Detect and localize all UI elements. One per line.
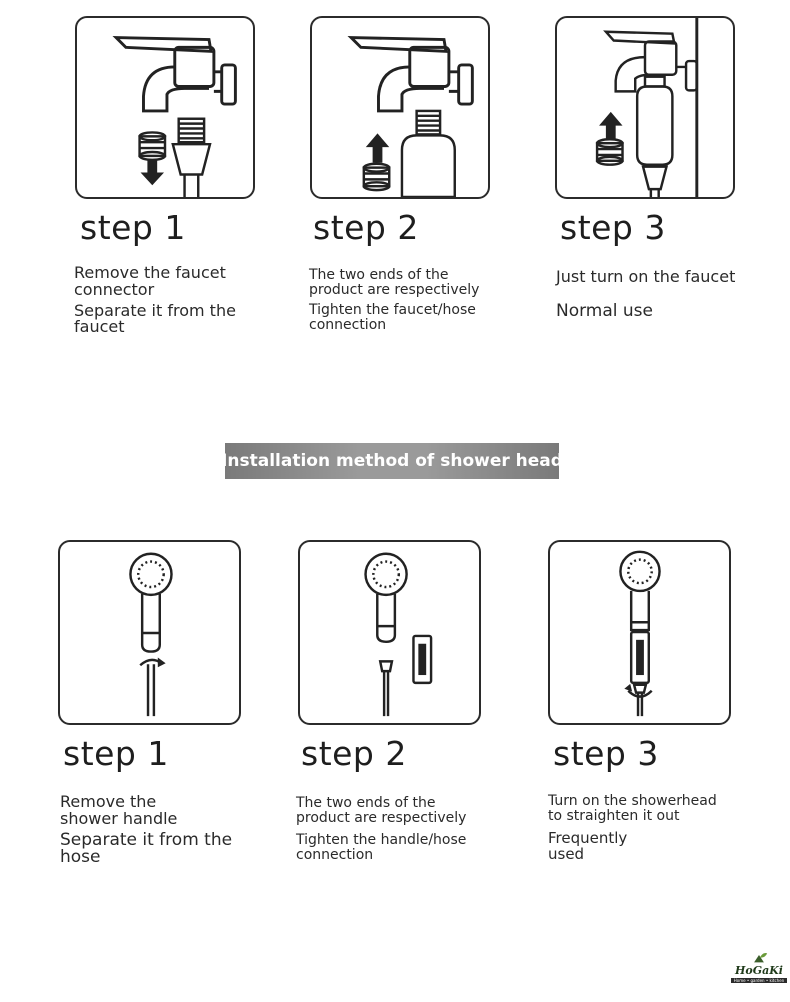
faucet-step-1-title: step 1 <box>80 208 186 247</box>
description-line: product are respectively <box>309 281 480 298</box>
description-line: product are respectively <box>296 809 467 826</box>
shower-step-3-description <box>548 794 717 863</box>
description-line: The two ends of the <box>296 795 436 811</box>
shower-step-2-description <box>296 796 466 863</box>
shower-step-2-illustration <box>298 540 481 725</box>
section-banner: Installation method of shower head <box>225 443 559 479</box>
shower-filter-attach-icon <box>300 542 479 723</box>
filter-attach-icon <box>312 18 488 197</box>
faucet-step-2-title: step 2 <box>313 208 419 247</box>
faucet-step-1-description <box>74 265 236 336</box>
description-line: Separate it from the <box>60 829 233 850</box>
shower-step-3-illustration <box>548 540 731 725</box>
faucet-filter-installed-icon <box>557 18 733 197</box>
description-line: Just turn on the faucet <box>556 267 736 286</box>
shower-filter-installed-icon <box>550 542 729 723</box>
shower-step-3-title: step 3 <box>553 734 659 773</box>
brand-tagline: Home • garden • kitchen <box>731 978 787 983</box>
description-line: Frequently <box>548 829 628 848</box>
description-line: Remove the <box>60 792 157 811</box>
description-line: Turn on the showerhead <box>548 793 717 809</box>
shower-step-1-description <box>60 794 232 867</box>
description-line: Tighten the handle/hose <box>296 832 467 849</box>
description-line: connection <box>309 317 387 334</box>
faucet-step-2-illustration <box>310 16 490 199</box>
brand-name: HoGaKi <box>735 964 783 977</box>
faucet-step-2-description <box>309 268 479 333</box>
shower-step-2-title: step 2 <box>301 734 407 773</box>
description-line: used <box>548 845 585 864</box>
shower-step-1-illustration <box>58 540 241 725</box>
faucet-step-3-description <box>556 269 735 321</box>
description-line: Remove the faucet <box>74 263 226 282</box>
description-line: connector <box>74 279 155 299</box>
description-line: shower handle <box>60 808 178 828</box>
faucet-disconnect-icon <box>77 18 253 197</box>
description-line: to straighten it out <box>548 807 680 824</box>
description-line: Normal use <box>556 300 654 321</box>
shower-handle-disconnect-icon <box>60 542 239 723</box>
description-line: Tighten the faucet/hose <box>309 302 476 319</box>
faucet-step-3-illustration <box>555 16 735 199</box>
faucet-step-3-title: step 3 <box>560 208 666 247</box>
house-leaf-icon <box>731 946 787 964</box>
description-line: Separate it from the <box>74 300 236 320</box>
description-line: connection <box>296 847 374 864</box>
shower-step-1-title: step 1 <box>63 734 169 773</box>
description-line: hose <box>60 847 101 868</box>
brand-logo <box>731 946 787 990</box>
description-line: faucet <box>74 317 125 337</box>
description-line: The two ends of the <box>309 267 449 283</box>
faucet-step-1-illustration <box>75 16 255 199</box>
